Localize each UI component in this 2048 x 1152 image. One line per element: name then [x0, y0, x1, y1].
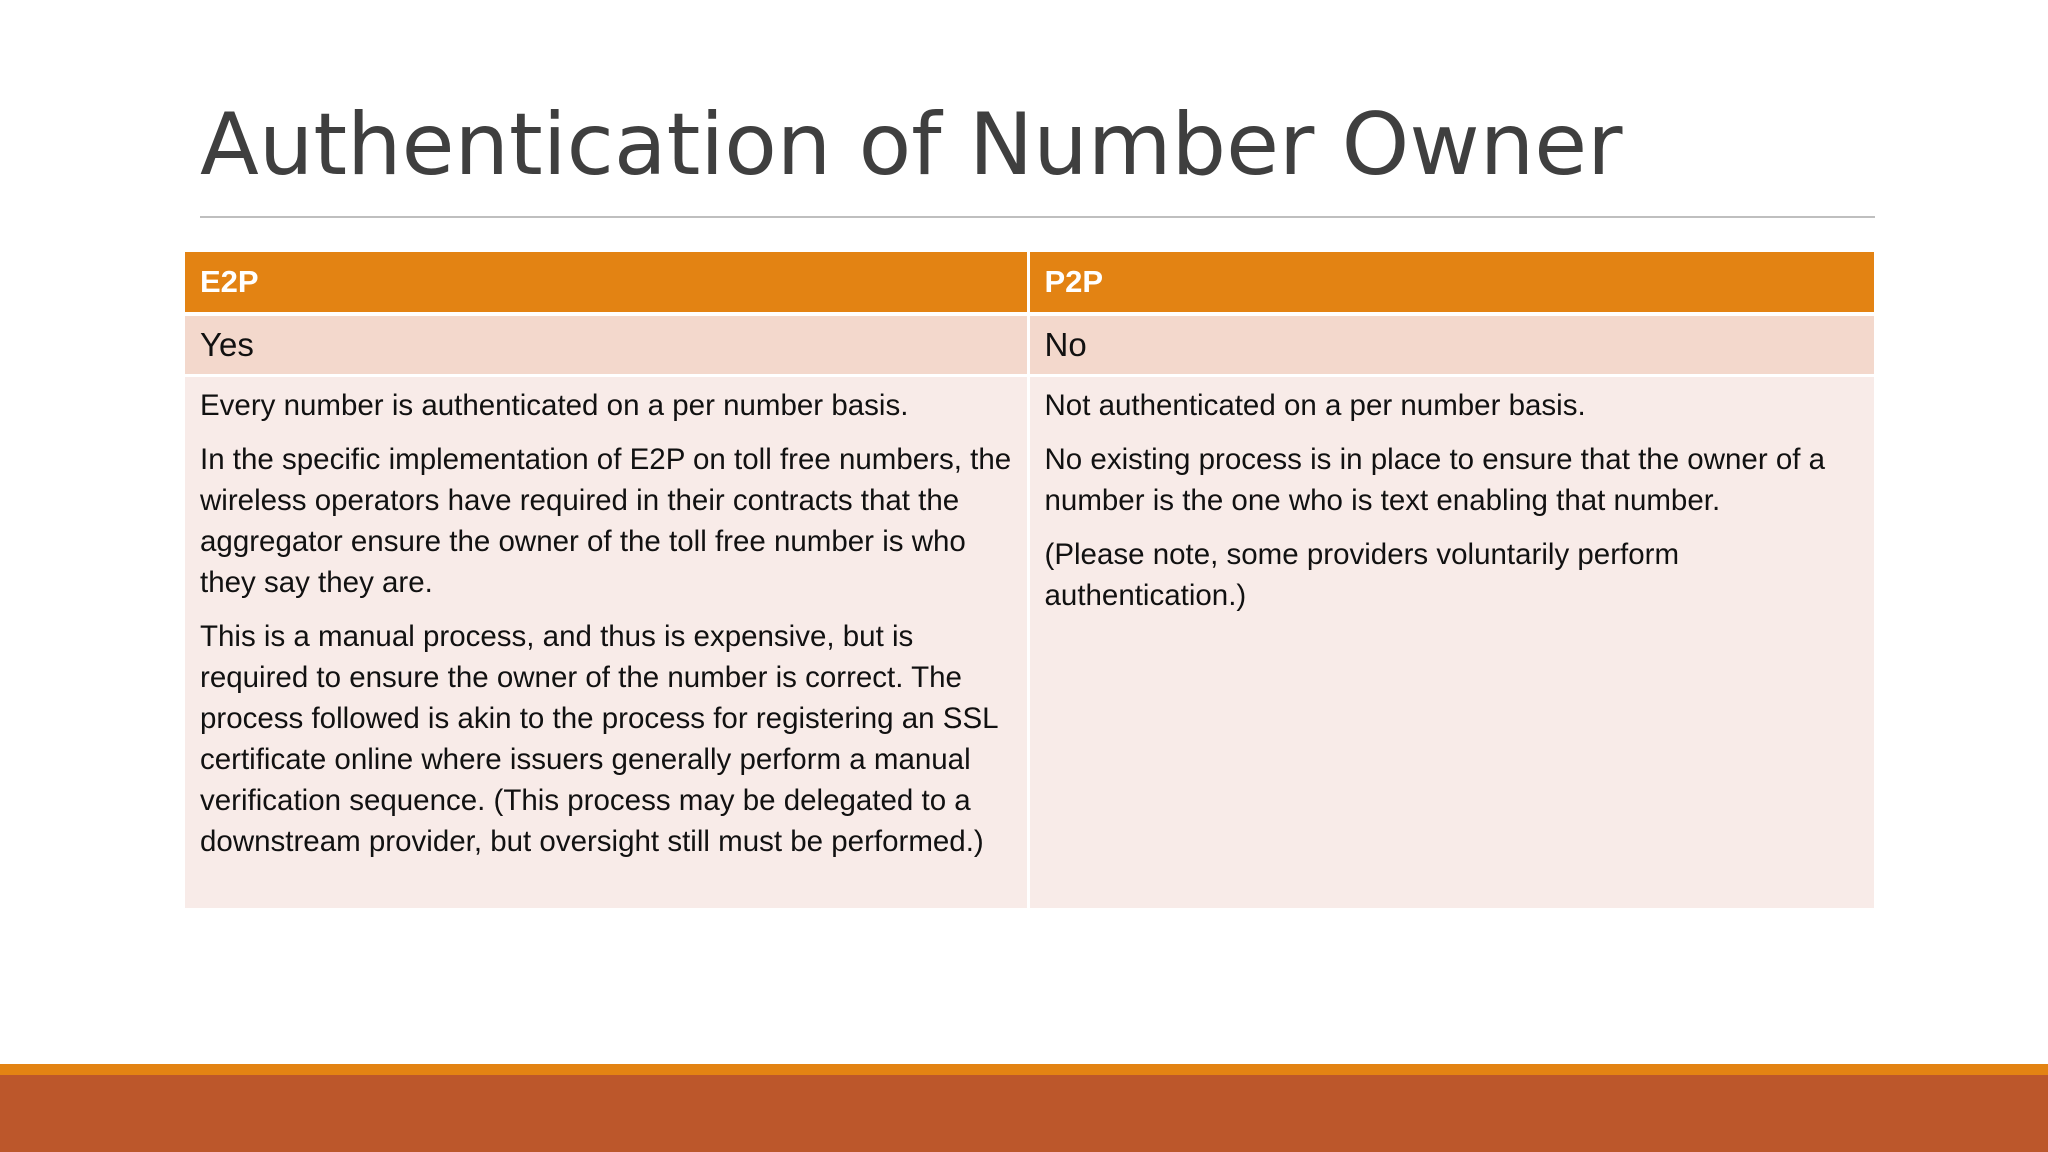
- details-e2p-paragraph: This is a manual process, and thus is expensive, but is required to ensure the owner of the number is correct. The process followed is akin to the process for registering an SSL certificate online where issuers generally perform a manual verification sequence. (This process may be delegated to a downstream provider, but oversight still must be performed.): [200, 620, 998, 858]
- details-e2p-cell: [185, 376, 1028, 909]
- details-p2p-paragraph: (Please note, some providers voluntarily perform authentication.): [1044, 538, 1680, 612]
- summary-e2p: Yes: [185, 314, 1028, 376]
- details-e2p-paragraph: Every number is authenticated on a per number basis.: [200, 389, 909, 422]
- details-e2p-paragraph: In the specific implementation of E2P on toll free numbers, the wireless operators have required in their contracts that the aggregator ensure the owner of the toll free number is who they say they are.: [200, 443, 1012, 599]
- footer-accent-band: [0, 1064, 2048, 1075]
- table-row-summary: [185, 314, 1874, 376]
- header-p2p: P2P: [1028, 252, 1874, 314]
- table-row-details: [185, 376, 1874, 909]
- details-p2p-paragraph: Not authenticated on a per number basis.: [1044, 389, 1586, 422]
- footer-band: [0, 1075, 2048, 1152]
- summary-p2p: No: [1028, 314, 1874, 376]
- slide-title: Authentication of Number Owner: [200, 95, 1623, 195]
- table-header-row: [185, 252, 1874, 314]
- header-e2p: E2P: [185, 252, 1028, 314]
- details-p2p-paragraph: No existing process is in place to ensure that the owner of a number is the one who is text enabling that number.: [1044, 443, 1826, 517]
- title-divider: [200, 216, 1875, 218]
- comparison-table: [185, 252, 1874, 908]
- details-p2p-cell: [1028, 376, 1874, 909]
